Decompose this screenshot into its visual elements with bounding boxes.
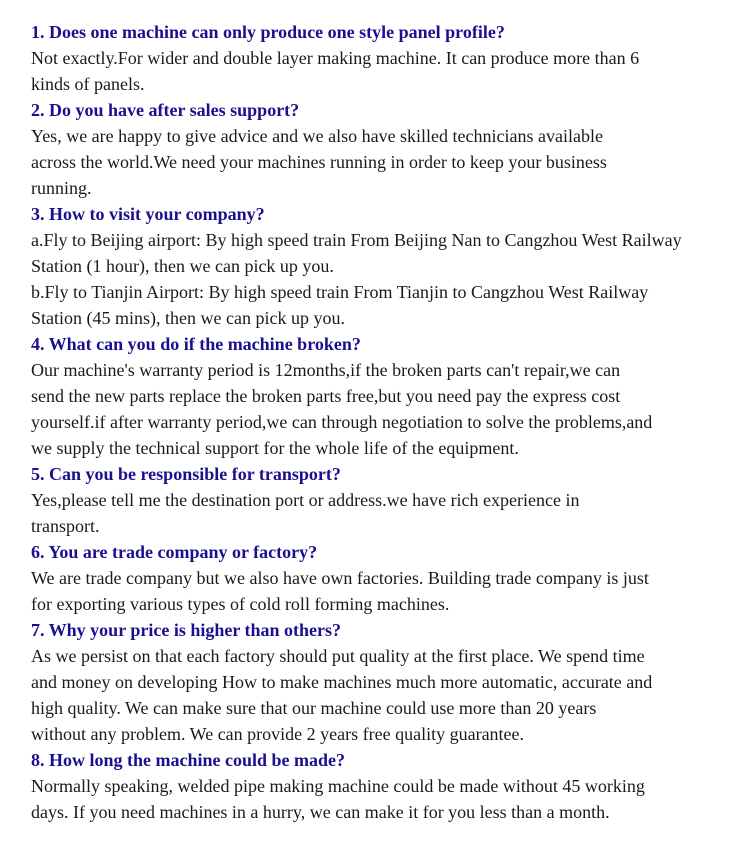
faq-item [31,617,748,747]
answer-line: across the world.We need your machines running in order to keep your business [31,152,607,172]
answer-line: Yes, we are happy to give advice and we also have skilled technicians available [31,126,603,146]
answer-line: b.Fly to Tianjin Airport: By high speed train From Tianjin to Cangzhou West Railway [31,282,649,302]
faq-question: 3. How to visit your company? [31,204,265,224]
answer-line: send the new parts replace the broken parts free,but you need pay the express cost [31,386,621,406]
faq-answer [31,773,748,825]
faq-question: 2. Do you have after sales support? [31,100,300,120]
faq-answer [31,227,748,331]
answer-line: days. If you need machines in a hurry, we can make it for you less than a month. [31,802,610,822]
faq-question: 8. How long the machine could be made? [31,750,346,770]
faq-item [31,747,748,825]
faq-question: 6. You are trade company or factory? [31,542,318,562]
answer-line: running. [31,178,92,198]
answer-line: high quality. We can make sure that our machine could use more than 20 years [31,698,597,718]
faq-question: 5. Can you be responsible for transport? [31,464,341,484]
faq-document [31,19,748,825]
faq-item [31,97,748,201]
answer-line: we supply the technical support for the whole life of the equipment. [31,438,519,458]
answer-line: without any problem. We can provide 2 years free quality guarantee. [31,724,525,744]
faq-item [31,19,748,97]
faq-answer [31,357,748,461]
answer-line: Normally speaking, welded pipe making machine could be made without 45 working [31,776,645,796]
faq-item [31,461,748,539]
faq-answer [31,487,748,539]
faq-question: 4. What can you do if the machine broken? [31,334,361,354]
faq-answer [31,643,748,747]
faq-question: 7. Why your price is higher than others? [31,620,342,640]
answer-line: for exporting various types of cold roll forming machines. [31,594,450,614]
answer-line: Yes,please tell me the destination port or address.we have rich experience in [31,490,580,510]
answer-line: We are trade company but we also have own factories. Building trade company is just [31,568,649,588]
answer-line: kinds of panels. [31,74,145,94]
answer-line: Station (1 hour), then we can pick up you. [31,256,334,276]
answer-line: As we persist on that each factory should put quality at the first place. We spend time [31,646,645,666]
answer-line: yourself.if after warranty period,we can through negotiation to solve the problems,and [31,412,653,432]
faq-answer [31,565,748,617]
faq-answer [31,123,748,201]
faq-item [31,201,748,331]
faq-item [31,331,748,461]
answer-line: and money on developing How to make machines much more automatic, accurate and [31,672,653,692]
faq-answer [31,45,748,97]
answer-line: Not exactly.For wider and double layer making machine. It can produce more than 6 [31,48,640,68]
answer-line: transport. [31,516,100,536]
answer-line: a.Fly to Beijing airport: By high speed train From Beijing Nan to Cangzhou West Railway [31,230,682,250]
answer-line: Station (45 mins), then we can pick up you. [31,308,345,328]
faq-question: 1. Does one machine can only produce one style panel profile? [31,22,505,42]
faq-item [31,539,748,617]
answer-line: Our machine's warranty period is 12months,if the broken parts can't repair,we can [31,360,621,380]
